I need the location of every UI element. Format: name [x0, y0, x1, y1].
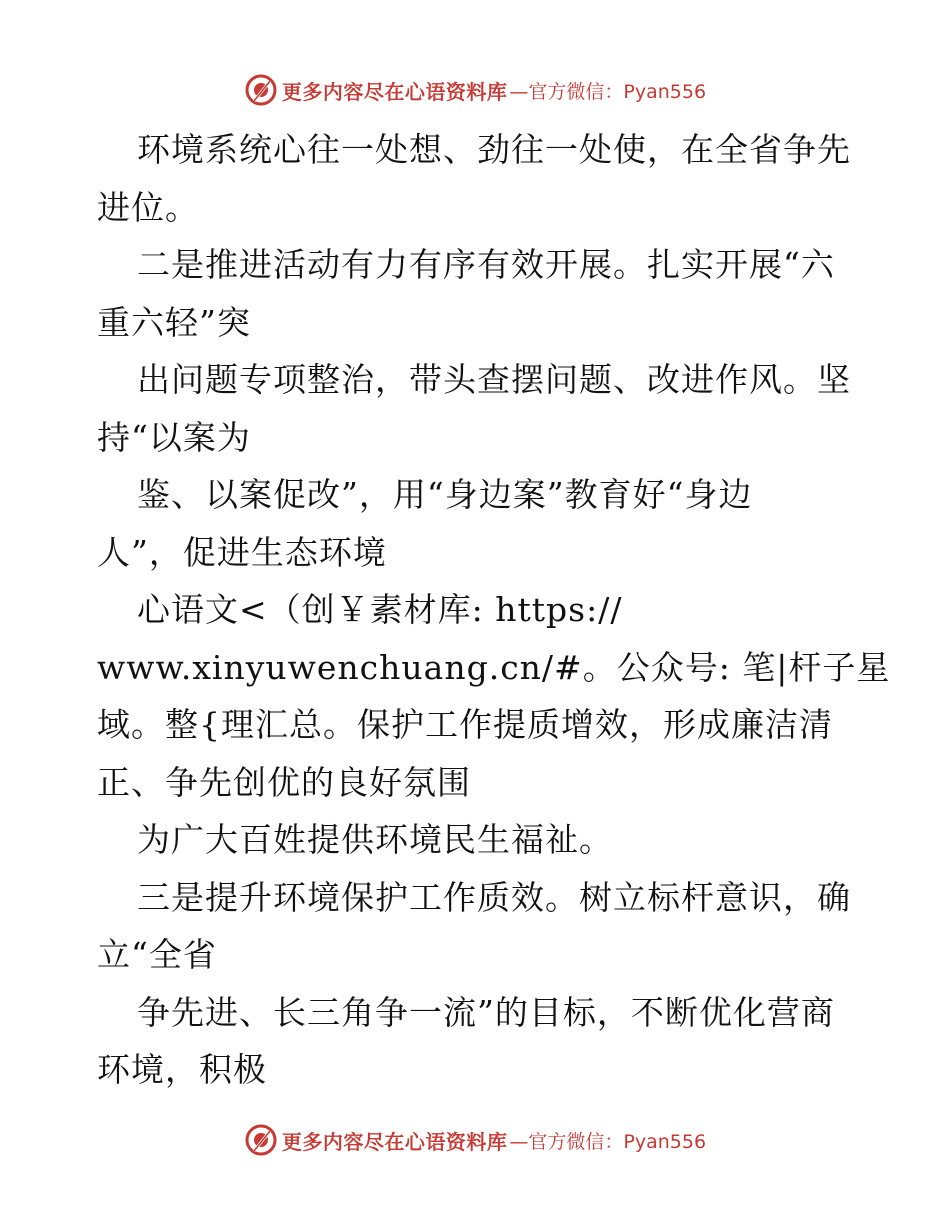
text-line: 心语文<（创￥素材库: https://: [137, 590, 623, 629]
banner-title: 更多内容尽在心语资料库: [281, 79, 508, 104]
text-line: 二是推进活动有力有序有效开展。扎实开展“六: [137, 245, 835, 284]
text-line: 立“全省: [97, 935, 217, 974]
text-line: 域。整{理汇总。保护工作提质增效，形成廉洁清: [97, 705, 833, 744]
text-line: 出问题专项整治，带头查摆问题、改进作风。坚: [137, 360, 851, 399]
text-line: 环境系统心往一处想、劲往一处使，在全省争先: [137, 130, 851, 169]
banner-contact: —官方微信：Pyan556: [509, 1130, 707, 1153]
banner-contact: —官方微信：Pyan556: [509, 80, 707, 103]
text-line: 环境，积极: [97, 1050, 267, 1089]
text-line: 为广大百姓提供环境民生福祉。: [137, 820, 613, 859]
text-line: 争先进、长三角争一流”的目标，不断优化营商: [137, 992, 835, 1032]
footer-watermark: [0, 1120, 950, 1160]
banner-title: 更多内容尽在心语资料库: [281, 1129, 508, 1154]
text-line: www.xinyuwenchuang.cn/#。公众号: 笔|杆子星: [97, 647, 891, 687]
text-line: 人”，促进生态环境: [97, 532, 387, 572]
logo-icon: [244, 1123, 278, 1157]
document-body: [97, 121, 891, 1099]
text-line: 持“以案为: [97, 417, 251, 457]
text-line: 鉴、以案促改”，用“身边案”教育好“身边: [137, 475, 753, 514]
logo-icon: [244, 73, 278, 107]
text-line: 三是提升环境保护工作质效。树立标杆意识，确: [137, 877, 851, 917]
header-watermark: [0, 70, 950, 110]
text-line: 进位。: [97, 187, 199, 227]
text-line: 正、争先创优的良好氛围: [97, 762, 471, 802]
text-line: 重六轻”突: [97, 302, 251, 342]
